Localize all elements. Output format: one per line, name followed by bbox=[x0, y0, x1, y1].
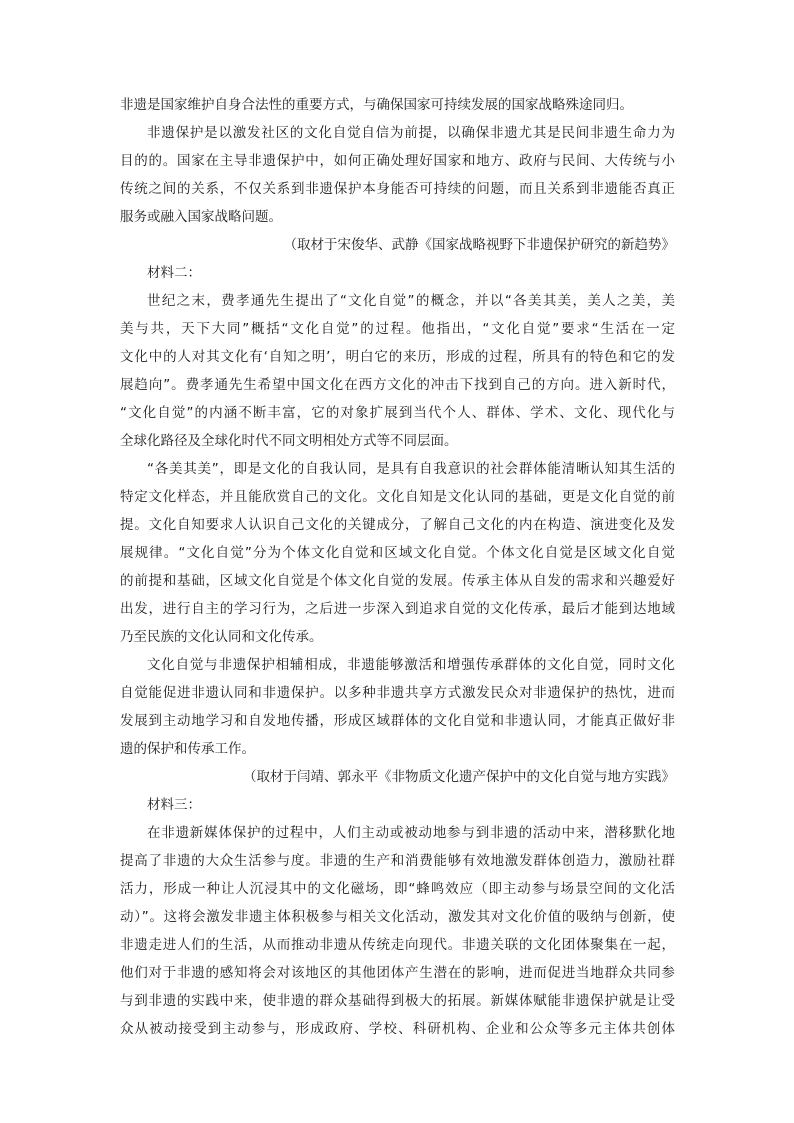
text-line: 遗的保护和传承工作。 bbox=[120, 741, 255, 757]
text-line: 提。文化自知要求人认识自己文化的关键成分，了解自己文化的内在构造、演进变化及发 bbox=[120, 517, 675, 533]
text-line: 非遗是国家维护自身合法性的重要方式，与确保国家可持续发展的国家战略殊途同归。 bbox=[120, 97, 633, 113]
text-line: 动）”。这将会激发非遗主体积极参与相关文化活动，激发其对文化价值的吸纳与创新，使 bbox=[120, 909, 675, 925]
text-line: 非遗保护是以激发社区的文化自觉自信为前提，以确保非遗尤其是民间非遗生命力为 bbox=[147, 125, 675, 141]
text-line: 文化自觉与非遗保护相辅相成，非遗能够激活和增强传承群体的文化自觉，同时文化 bbox=[147, 657, 675, 673]
source-citation: （取材于闫靖、郭永平《非物质文化遗产保护中的文化自觉与地方实践》 bbox=[243, 769, 675, 785]
text-line: 提高了非遗的大众生活参与度。非遗的生产和消费能够有效地激发群体创造力，激励社群 bbox=[120, 853, 675, 869]
source-citation: （取材于宋俊华、武静《国家战略视野下非遗保护研究的新趋势》 bbox=[283, 237, 675, 253]
text-line: 自觉能促进非遗认同和非遗保护。以多种非遗共享方式激发民众对非遗保护的热忱，进而 bbox=[120, 685, 675, 701]
text-line: 非遗走进人们的生活，从而推动非遗从传统走向现代。非遗关联的文化团体聚集在一起， bbox=[120, 937, 675, 953]
text-line: “各美其美”，即是文化的自我认同，是具有自我意识的社会群体能清晰认知其生活的 bbox=[147, 461, 675, 477]
text-line: 美与共，天下大同”概括“文化自觉”的过程。他指出，“文化自觉”要求“生活在一定 bbox=[120, 321, 675, 337]
text-line: 传统之间的关系，不仅关系到非遗保护本身能否可持续的问题，而且关系到非遗能否真正 bbox=[120, 181, 675, 197]
text-line: 展趋向”。费孝通先生希望中国文化在西方文化的冲击下找到自己的方向。进入新时代， bbox=[120, 377, 675, 393]
text-line: 世纪之末，费孝通先生提出了“文化自觉”的概念，并以“各美其美，美人之美，美 bbox=[147, 293, 675, 309]
text-line: 全球化路径及全球化时代不同文明相处方式等不同层面。 bbox=[120, 433, 458, 449]
text-line: 他们对于非遗的感知将会对该地区的其他团体产生潜在的影响，进而促进当地群众共同参 bbox=[120, 965, 675, 981]
text-line: “文化自觉”的内涵不断丰富，它的对象扩展到当代个人、群体、学术、文化、现代化与 bbox=[120, 405, 675, 421]
text-line: 发展到主动地学习和自发地传播，形成区域群体的文化自觉和非遗认同，才能真正做好非 bbox=[120, 713, 675, 729]
text-line: 乃至民族的文化认同和文化传承。 bbox=[120, 629, 323, 645]
section-heading: 材料二： bbox=[147, 265, 201, 281]
text-line: 特定文化样态，并且能欣赏自己的文化。文化自知是文化认同的基础，更是文化自觉的前 bbox=[120, 489, 675, 505]
text-line: 众从被动接受到主动参与，形成政府、学校、科研机构、企业和公众等多元主体共创体 bbox=[120, 1021, 675, 1037]
text-line: 活力，形成一种让人沉浸其中的文化磁场，即“蜂鸣效应（即主动参与场景空间的文化活 bbox=[120, 881, 675, 897]
text-line: 出发，进行自主的学习行为，之后进一步深入到追求自觉的文化传承，最后才能到达地域 bbox=[120, 601, 675, 617]
text-line: 在非遗新媒体保护的过程中，人们主动或被动地参与到非遗的活动中来，潜移默化地 bbox=[147, 825, 675, 841]
text-line: 服务或融入国家战略问题。 bbox=[120, 209, 282, 225]
text-line: 展规律。“文化自觉”分为个体文化自觉和区域文化自觉。个体文化自觉是区域文化自觉 bbox=[120, 545, 675, 561]
text-line: 目的的。国家在主导非遗保护中，如何正确处理好国家和地方、政府与民间、大传统与小 bbox=[120, 153, 675, 169]
text-line: 的前提和基础，区域文化自觉是个体文化自觉的发展。传承主体从自发的需求和兴趣爱好 bbox=[120, 573, 675, 589]
text-line: 与到非遗的实践中来，使非遗的群众基础得到极大的拓展。新媒体赋能非遗保护就是让受 bbox=[120, 993, 675, 1009]
section-heading: 材料三： bbox=[147, 797, 201, 813]
text-line: 文化中的人对其文化有‘自知之明’，明白它的来历，形成的过程，所具有的特色和它的发 bbox=[120, 349, 675, 365]
